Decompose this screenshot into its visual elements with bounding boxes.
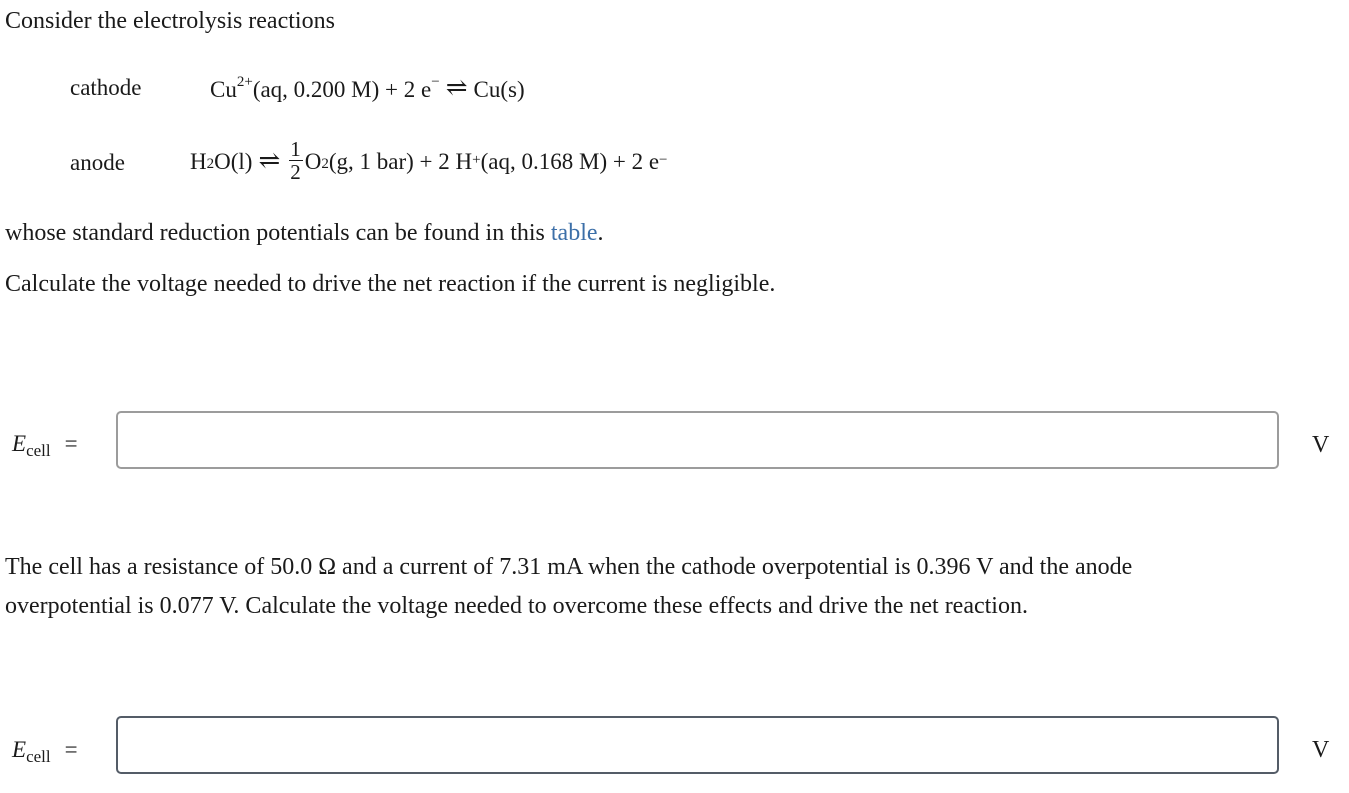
anode-oxygen-state: (g, 1 bar) + 2 H [328,149,473,174]
cathode-label: cathode [70,75,142,100]
cathode-product: Cu(s) [473,77,525,102]
ecell-label-2 [12,737,78,766]
cathode-ion-charge: 2+ [236,74,253,91]
ecell-label-1 [12,431,78,460]
standard-potentials-sentence: whose standard reduction potentials can be found in this [5,220,551,246]
anode-h-state: (aq, 0.168 M) + 2 e [480,149,660,174]
fraction-denominator: 2 [290,159,301,184]
unit-label-2: V [1312,737,1330,763]
question-2: The cell has a resistance of 50.0 Ω and a current of 7.31 mA when the cathode overpotential is 0.396 V and the anode overpotential is 0.077 V. Calculate the voltage needed to overcome these effects and drive the net reaction. [5,554,1133,619]
fraction-numerator: 1 [290,136,301,161]
one-half-fraction [288,138,303,183]
unit-label-1: V [1312,432,1330,458]
answer-box-2[interactable] [116,716,1279,774]
anode-water-rest: O(l) [214,149,253,174]
equals-sign: = [64,431,78,456]
ecell-input-1[interactable] [118,413,1277,467]
ecell-subscript: cell [26,747,51,766]
ecell-symbol: E [12,737,27,762]
equilibrium-arrow-icon: ⇌ [445,73,468,102]
equals-sign: = [64,737,78,762]
ecell-symbol: E [12,431,27,456]
sentence-period: . [597,220,604,246]
cathode-ion: Cu [210,77,237,102]
anode-label: anode [70,150,125,175]
intro-text: Consider the electrolysis reactions [5,8,335,34]
ecell-input-2[interactable] [118,718,1277,772]
cathode-equation [210,74,525,104]
anode-equation: H $_2$ O(l) ⇌ $\frac{1}{2}$ O $_2$ (g, 1 bar) + 2 H + (aq, 0.168 M) + 2 e − [190,136,668,184]
equilibrium-arrow-icon: ⇌ [258,146,281,175]
standard-potentials-text [5,220,604,247]
cathode-ion-state: (aq, 0.200 M) + 2 e [252,77,432,102]
anode-water-h: H [190,149,207,174]
question-1: Calculate the voltage needed to drive the net reaction if the current is negligible. [5,271,776,297]
table-link[interactable]: table [550,220,598,246]
cathode-electron-charge: − [431,74,440,91]
answer-box-1[interactable] [116,411,1279,469]
ecell-subscript: cell [26,441,51,460]
anode-oxygen: O [304,149,322,174]
